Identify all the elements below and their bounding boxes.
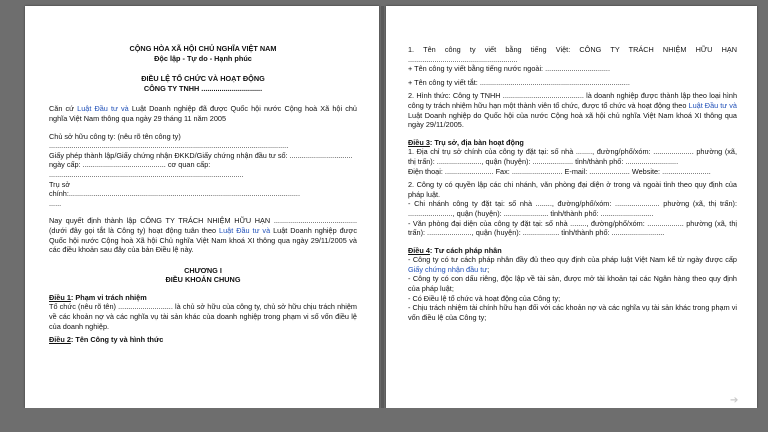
company-name-abbr: + Tên công ty viết tắt: .......................................................................... <box>408 77 630 87</box>
company-title: CÔNG TY TNHH .............................. <box>143 83 263 93</box>
document-title: ĐIỀU LỆ TỔ CHỨC VÀ HOẠT ĐỘNG <box>141 74 265 84</box>
article-3-heading: Điều 3: Trụ sở, địa bàn hoạt động <box>408 137 524 147</box>
legal-basis: Căn cứ Luật Đầu tư và Luật Doanh nghiệp đã được Quốc hội nước Cộng hoà Xã hội chủ nghĩa Việt Nam thông qua ngày 29 tháng 11 năm 2005 <box>49 104 357 123</box>
article-4-item-1: - Công ty có tư cách pháp nhân đầy đủ theo quy định của pháp luật Việt Nam kể từ ngày được cấp Giấy chứng nhận đầu tư; <box>408 255 737 274</box>
viewer-bottom-bar <box>0 408 768 432</box>
article-4-heading: Điều 4: Tư cách pháp nhân <box>408 245 502 255</box>
law-link-2[interactable]: Luật Đầu tư và <box>219 225 271 235</box>
document-page-right <box>386 6 757 408</box>
hq-label: Trụ sở <box>49 179 71 189</box>
motto: Độc lập - Tự do - Hạnh phúc <box>154 53 252 63</box>
chapter-title: ĐIỀU KHOẢN CHUNG <box>165 275 241 285</box>
article-4-item-2: - Công ty có con dấu riêng, độc lập về tài sản, được mở tài khoản tại các Ngân hàng theo quy định của pháp luật; <box>408 274 737 294</box>
company-name-vn: 1. Tên công ty viết bằng tiếng Việt: CÔNG TY TRÁCH NHIỆM HỮU HẠN ...................................................... <box>408 45 737 64</box>
law-link[interactable]: Luật Đầu tư và <box>77 104 129 114</box>
article-1-body: Tổ chức (nêu rõ tên) ........................... là chủ sở hữu của công ty, chủ sở hữu chịu trách nhiệm về các khoản nợ và các nghĩa vụ tài sản khác của doanh nghiệp trong phạm vi số vốn điều lệ của doanh nghiệp. <box>49 302 357 331</box>
page-down-icon[interactable]: ➔ <box>730 395 739 406</box>
article-4-item-4: - Chịu trách nhiệm tài chính hữu hạn đối với các khoản nợ và các nghĩa vụ tài sản khác trong phạm vi vốn điều lệ của Công ty; <box>408 303 737 322</box>
article-3-branches: 2. Công ty có quyền lập các chi nhánh, văn phòng đại diện ở trong và ngoài tỉnh theo quy định của pháp luật. <box>408 180 737 199</box>
decision-paragraph: Nay quyết định thành lập CÔNG TY TRÁCH NHIỆM HỮU HẠN ......................................... (dưới đây gọi tắt là Công ty) hoạt động tuân theo Luật Đầu tư và Luật Doanh nghiệp được Quốc hội nước Cộng hoà Xã hội Chủ nghĩa Việt Nam khoá XI thông qua ngày 29/11/2005 và các điều khoản sau đây của bản Điều lệ này. <box>49 216 357 255</box>
article-1-heading: Điều 1: Phạm vi trách nhiệm <box>49 292 147 302</box>
article-3-branch-address: - Chi nhánh công ty đặt tại: số nhà ........, đường/phố/xóm: ...................... phường (xã, thị trấn): ......................, quận (huyện): ...................... tỉnh/thành phố: .......................... <box>408 199 737 218</box>
national-title: CỘNG HÒA XÃ HỘI CHỦ NGHĨA VIỆT NAM <box>129 44 277 53</box>
chapter-number: CHƯƠNG I <box>184 265 222 275</box>
article-4-item-3: - Có Điều lệ tổ chức và hoạt động của Công ty; <box>408 293 561 303</box>
owner-dots: ...................................................................................................................... <box>49 141 289 151</box>
article-2-heading: Điều 2: Tên Công ty và hình thức <box>49 335 164 345</box>
certificate-link[interactable]: Giấy chứng nhận đầu tư <box>408 264 488 274</box>
company-name-foreign: + Tên công ty viết bằng tiếng nước ngoài: ................................ <box>408 64 610 74</box>
article-3-address: 1. Địa chỉ trụ sở chính của công ty đặt tại: số nhà ........, đường/phố/xóm: .................... phường (xã, thị trấn): ......................, quận (huyện): .................... tỉnh/thành phố: .......................... <box>408 147 737 166</box>
page-separator <box>381 6 384 408</box>
document-page-left <box>25 6 379 408</box>
article-3-contact: Điện thoại: ........................ Fax: ......................... E-mail: .................... Website: ........................ <box>408 166 711 176</box>
hq-dots: ...... <box>49 198 62 208</box>
law-link-3[interactable]: Luật Đầu tư và <box>688 100 737 110</box>
article-3-office-address: - Văn phòng đại diện của công ty đặt tại: số nhà ........, đường/phố/xóm: .................. phường (xã, thị trấn): ......................, quận (huyện): .................. tỉnh/thành phố: .......................... <box>408 218 737 238</box>
owner-label: Chủ sở hữu công ty: (nêu rõ tên công ty) <box>49 131 181 141</box>
hq-line: chính:.................................................................................................................. <box>49 189 300 199</box>
license-line: Giấy phép thành lập/Giấy chứng nhận ĐKKD/Giấy chứng nhận đầu tư số: ............................... ngày cấp: ......................................... cơ quan cấp: ................................................................................................ <box>49 150 353 179</box>
company-form: 2. Hình thức: Công ty TNHH ........................................ là doanh nghiệp được thành lập theo loại hình công ty trách nhiệm hữu hạn một thành viên tổ chức, được tổ chức và hoạt động theo Luật Đầu tư và Luật Doanh nghiệp do Quốc hội của nước Cộng hoà xã hội chủ nghĩa Việt Nam khoá XI thông qua ngày 29/11/2005. <box>408 91 737 130</box>
